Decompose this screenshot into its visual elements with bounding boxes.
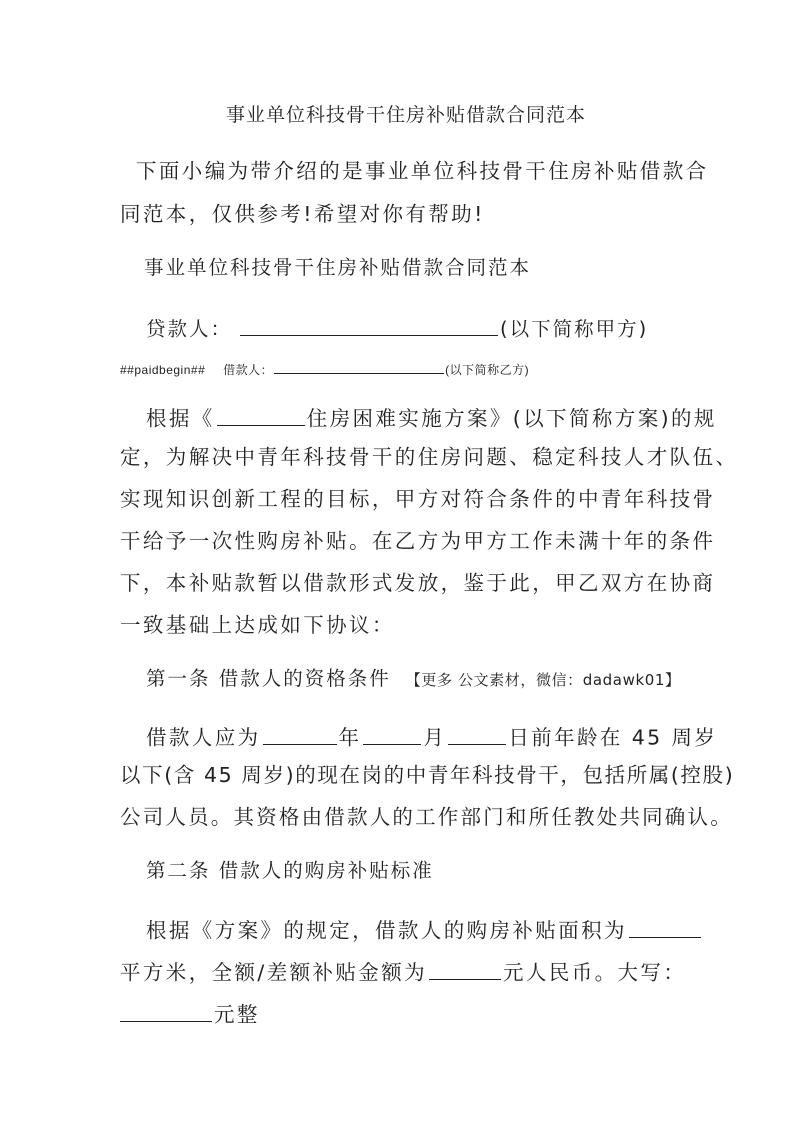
para1-line-1: 根据《 住房困难实施方案》(以下简称方案)的规 (146, 404, 717, 429)
para3-line-2: 平方米，全额/差额补贴金额为 元人民币。大写： (120, 958, 686, 983)
para1-line-3: 实现知识创新工程的目标，甲方对符合条件的中青年科技骨 (120, 487, 716, 511)
paid-marker: ##paidbegin## (120, 362, 206, 377)
plan-name-blank (217, 404, 305, 426)
day-blank (448, 723, 506, 745)
para1-line-2: 定，为解决中青年科技骨干的住房问题、稳定科技人才队伍、 (120, 445, 739, 469)
para1-line-5: 下，本补贴款暂以借款形式发放，鉴于此，甲乙双方在协商 (120, 571, 716, 595)
area-blank (629, 916, 701, 938)
month-blank (363, 723, 421, 745)
borrower-label: 借款人： (223, 362, 274, 377)
para1-line-6: 一致基础上达成如下协议： (120, 613, 395, 637)
article1-title: 第一条 借款人的资格条件 (146, 667, 391, 690)
borrower-line (120, 362, 529, 376)
para2-line-3: 公司人员。其资格由借款人的工作部门和所任教处共同确认。 (120, 805, 733, 829)
year-blank (263, 723, 337, 745)
lender-line (146, 315, 648, 339)
article2-title: 第二条 借款人的购房补贴标准 (146, 859, 434, 882)
document-title: 事业单位科技骨干住房补贴借款合同范本 (226, 104, 587, 126)
para1-line-4: 干给予一次性购房补贴。在乙方为甲方工作未满十年的条件 (120, 529, 716, 553)
para3-line-1: 根据《方案》的规定，借款人的购房补贴面积为 (146, 916, 703, 941)
article1-line (146, 669, 681, 689)
intro-line-1: 下面小编为带介绍的是事业单位科技骨干住房补贴借款合 (136, 159, 709, 183)
lender-label: 贷款人： (146, 317, 233, 341)
amount-words-blank (120, 1000, 212, 1022)
lender-suffix: (以下简称甲方) (500, 317, 649, 341)
article1-note: 【更多 公文素材，微信：dadawk01】 (405, 671, 681, 689)
para2-line-2: 以下(含 45 周岁)的现在岗的中青年科技骨干，包括所属(控股) (120, 763, 735, 787)
lender-blank (240, 315, 498, 336)
para3-line-3: 元整 (120, 1000, 260, 1025)
amount-blank (429, 958, 501, 980)
borrower-blank (274, 362, 444, 374)
borrower-suffix: (以下简称乙方) (445, 362, 530, 377)
intro-line-2: 同范本，仅供参考!希望对你有帮助! (120, 202, 485, 226)
para2-line-1: 借款人应为 年 月 日前年龄在 45 周岁 (146, 723, 717, 748)
section-heading: 事业单位科技骨干住房补贴借款合同范本 (144, 256, 532, 279)
